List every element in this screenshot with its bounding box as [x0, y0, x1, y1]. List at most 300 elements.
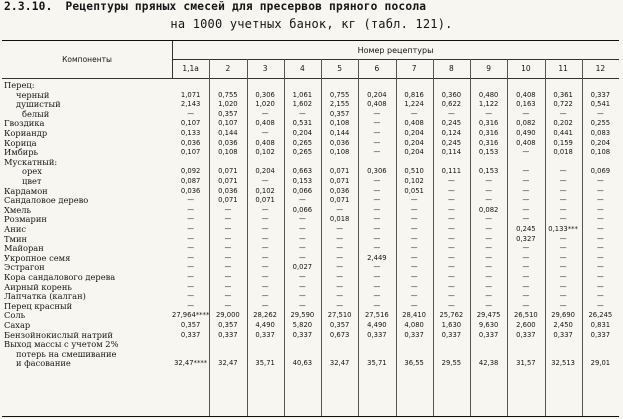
value-cell: —: [261, 225, 269, 233]
value-cell: —: [373, 148, 381, 157]
value-cell: 29,475: [476, 311, 501, 320]
value-cell: —: [596, 186, 604, 195]
value-cell: —: [187, 205, 195, 214]
value-cell: —: [485, 244, 493, 253]
value-cell: 0,082: [516, 119, 536, 128]
table-row: [2, 91, 619, 101]
value-cell: —: [559, 273, 567, 281]
value-cell: —: [559, 253, 567, 262]
value-cell: 0,408: [367, 100, 387, 109]
value-cell: 0,360: [441, 90, 462, 99]
value-cell: —: [261, 177, 269, 185]
component-name: душистый: [16, 99, 61, 110]
value-cell: —: [224, 263, 232, 272]
value-cell: —: [373, 109, 381, 118]
value-cell: 0,480: [478, 90, 499, 99]
table-row: [2, 311, 619, 321]
value-cell: 0,087: [180, 177, 201, 185]
value-cell: —: [522, 273, 530, 281]
value-cell: —: [336, 234, 344, 243]
value-cell: 0,153: [478, 167, 499, 176]
table-row: [2, 350, 619, 360]
table-row: [2, 81, 619, 91]
column-header: 6: [358, 59, 395, 79]
value-cell: 0,071: [329, 177, 350, 185]
value-cell: 0,124: [441, 129, 462, 137]
value-cell: 1,020: [218, 100, 238, 109]
value-cell: 2,449: [367, 253, 387, 262]
value-cell: 0,337: [590, 330, 611, 339]
value-cell: —: [410, 205, 418, 214]
value-cell: —: [522, 205, 530, 214]
value-cell: 0,408: [255, 119, 275, 128]
value-cell: 0,337: [478, 330, 499, 339]
value-cell: —: [373, 301, 381, 310]
value-cell: 0,071: [255, 196, 275, 205]
value-cell: —: [447, 282, 455, 291]
value-cell: 0,316: [478, 138, 499, 147]
value-cell: —: [336, 301, 344, 310]
value-cell: 0,204: [255, 167, 275, 176]
value-cell: 29,01: [590, 359, 611, 368]
value-cell: 0,337: [218, 330, 238, 339]
table-row: [2, 283, 619, 293]
value-cell: 0,337: [255, 330, 275, 339]
value-cell: —: [336, 225, 344, 233]
table-row: [2, 196, 619, 206]
value-cell: 0,108: [590, 148, 611, 157]
recipe-number-header: Номер рецептуры: [172, 41, 619, 60]
column-header: 4: [284, 59, 321, 79]
value-cell: 0,027: [292, 263, 313, 272]
component-name: Корица: [4, 137, 37, 148]
component-name: Сандаловое дерево: [4, 195, 89, 206]
value-cell: —: [224, 292, 232, 301]
table-row: [2, 215, 619, 225]
value-cell: —: [261, 215, 269, 224]
value-cell: —: [522, 244, 530, 253]
value-cell: 0,541: [590, 100, 611, 109]
value-cell: —: [298, 215, 306, 224]
value-cell: 0,327: [516, 234, 536, 243]
value-cell: —: [485, 186, 493, 195]
value-cell: 0,441: [553, 129, 573, 137]
value-cell: 0,159: [553, 138, 573, 147]
value-cell: —: [522, 301, 530, 310]
value-cell: —: [559, 196, 567, 205]
value-cell: 29,55: [441, 359, 462, 368]
value-cell: —: [336, 273, 344, 281]
table-row: [2, 177, 619, 187]
value-cell: 1,224: [404, 100, 424, 109]
value-cell: —: [596, 234, 604, 243]
value-cell: 0,102: [404, 177, 424, 185]
value-cell: —: [187, 282, 195, 291]
value-cell: 42,38: [478, 359, 499, 368]
column-header: 3: [247, 59, 284, 79]
component-name: Соль: [4, 310, 26, 321]
value-cell: 0,163: [516, 100, 536, 109]
value-cell: —: [522, 186, 530, 195]
column-header: 9: [470, 59, 507, 79]
value-cell: —: [261, 273, 269, 281]
value-cell: 0,510: [404, 167, 424, 176]
value-cell: 0,036: [180, 186, 201, 195]
value-cell: —: [522, 167, 530, 176]
value-cell: 0,490: [516, 129, 536, 137]
value-cell: 4,080: [404, 321, 424, 329]
value-cell: —: [261, 292, 269, 301]
value-cell: —: [261, 205, 269, 214]
value-cell: —: [261, 109, 269, 118]
value-cell: —: [596, 215, 604, 224]
value-cell: 0,102: [255, 186, 275, 195]
value-cell: —: [522, 253, 530, 262]
value-cell: 0,337: [553, 330, 573, 339]
value-cell: —: [447, 263, 455, 272]
value-cell: 0,071: [329, 196, 350, 205]
value-cell: —: [596, 109, 604, 118]
value-cell: —: [298, 196, 306, 205]
recipe-table: [2, 40, 619, 417]
component-name: белый: [22, 108, 50, 119]
value-cell: —: [298, 109, 306, 118]
value-cell: 0,755: [218, 90, 238, 99]
value-cell: —: [410, 225, 418, 233]
value-cell: —: [187, 215, 195, 224]
value-cell: —: [261, 263, 269, 272]
value-cell: —: [559, 177, 567, 185]
value-cell: 1,020: [255, 100, 275, 109]
value-cell: —: [447, 109, 455, 118]
value-cell: —: [373, 129, 381, 137]
value-cell: —: [224, 244, 232, 253]
value-cell: —: [298, 234, 306, 243]
value-cell: 0,133***: [548, 225, 578, 233]
table-row: [2, 158, 619, 168]
table-row: [2, 148, 619, 158]
value-cell: 0,337: [516, 330, 536, 339]
value-cell: 0,018: [329, 215, 350, 224]
caption-title: Рецептуры пряных смесей для пресервов пряного посола: [65, 0, 427, 13]
value-cell: —: [298, 253, 306, 262]
value-cell: —: [187, 253, 195, 262]
component-name: Перец:: [4, 80, 35, 90]
value-cell: —: [559, 263, 567, 272]
value-cell: —: [336, 292, 344, 301]
value-cell: —: [596, 177, 604, 185]
value-cell: 0,831: [590, 321, 611, 329]
value-cell: 40,63: [292, 359, 313, 368]
value-cell: —: [224, 301, 232, 310]
value-cell: —: [224, 273, 232, 281]
value-cell: 0,071: [218, 177, 238, 185]
value-cell: 0,144: [218, 129, 238, 137]
component-name: Сахар: [4, 320, 31, 330]
value-cell: —: [336, 263, 344, 272]
value-cell: 0,108: [329, 148, 350, 157]
value-cell: —: [447, 186, 455, 195]
value-cell: 5,820: [292, 321, 313, 329]
component-name: Гвоздика: [4, 118, 45, 129]
value-cell: 0,204: [404, 138, 424, 147]
value-cell: —: [373, 186, 381, 195]
value-cell: 2,600: [516, 321, 536, 329]
value-cell: —: [261, 253, 269, 262]
value-cell: —: [596, 273, 604, 281]
value-cell: —: [410, 273, 418, 281]
component-name: Анис: [4, 224, 26, 234]
component-name: и фасование: [16, 358, 71, 369]
column-header: 1,1а: [172, 59, 209, 79]
column-header: 7: [396, 59, 433, 79]
value-cell: —: [373, 205, 381, 214]
component-name: черный: [16, 89, 50, 100]
table-row: [2, 302, 619, 312]
value-cell: 29,590: [290, 311, 315, 320]
component-name: Кардамон: [4, 185, 48, 196]
value-cell: 0,107: [180, 119, 201, 128]
value-cell: —: [559, 205, 567, 214]
value-cell: —: [485, 282, 493, 291]
caption-line-2: на 1000 учетных банок, кг (табл. 121).: [170, 17, 453, 31]
value-cell: 0,408: [516, 90, 536, 99]
value-cell: 0,663: [292, 167, 313, 176]
value-cell: 0,531: [292, 119, 313, 128]
value-cell: —: [485, 301, 493, 310]
value-cell: 0,357: [180, 321, 201, 329]
component-name: Эстрагон: [4, 262, 45, 273]
value-cell: 0,337: [367, 330, 387, 339]
value-cell: —: [559, 282, 567, 291]
value-cell: 32,47: [329, 359, 350, 368]
value-cell: —: [187, 273, 195, 281]
value-cell: —: [373, 215, 381, 224]
value-cell: 36,55: [404, 359, 424, 368]
value-cell: 0,755: [329, 90, 350, 99]
value-cell: —: [559, 215, 567, 224]
value-cell: —: [373, 244, 381, 253]
value-cell: —: [410, 196, 418, 205]
value-cell: 0,036: [180, 138, 201, 147]
table-row: [2, 225, 619, 235]
value-cell: —: [596, 263, 604, 272]
value-cell: —: [522, 109, 530, 118]
value-cell: 0,204: [404, 148, 424, 157]
column-header: 8: [433, 59, 470, 79]
value-cell: 28,262: [253, 311, 278, 320]
section-number: 2.3.10.: [4, 0, 53, 13]
value-cell: —: [485, 225, 493, 233]
value-cell: —: [522, 177, 530, 185]
value-cell: 32,513: [551, 359, 576, 368]
value-cell: 0,107: [180, 148, 201, 157]
value-cell: 0,071: [218, 167, 238, 176]
value-cell: 0,361: [553, 90, 573, 99]
value-cell: —: [596, 253, 604, 262]
value-cell: 29,690: [551, 311, 576, 320]
value-cell: 0,673: [329, 330, 350, 339]
component-name: Бензойнокислый натрий: [4, 329, 113, 340]
value-cell: —: [596, 205, 604, 214]
value-cell: 0,108: [329, 119, 350, 128]
value-cell: 0,092: [180, 167, 201, 176]
value-cell: —: [336, 205, 344, 214]
value-cell: —: [261, 129, 269, 137]
value-cell: —: [522, 263, 530, 272]
table-row: [2, 187, 619, 197]
value-cell: 1,122: [478, 100, 499, 109]
value-cell: —: [447, 292, 455, 301]
value-cell: —: [485, 273, 493, 281]
value-cell: —: [559, 186, 567, 195]
value-cell: 0,204: [590, 138, 611, 147]
component-name: Кора сандалового дерева: [4, 272, 116, 282]
component-name: Аирный корень: [4, 281, 72, 292]
value-cell: 0,036: [218, 138, 238, 147]
value-cell: —: [298, 273, 306, 281]
value-cell: —: [410, 244, 418, 253]
value-cell: 0,306: [367, 167, 387, 176]
component-name: Кориандр: [4, 128, 48, 138]
value-cell: 0,265: [292, 138, 313, 147]
value-cell: 0,107: [218, 119, 238, 128]
value-cell: —: [261, 244, 269, 253]
value-cell: —: [596, 282, 604, 291]
value-cell: —: [410, 282, 418, 291]
value-cell: 0,357: [329, 109, 350, 118]
value-cell: —: [410, 109, 418, 118]
table-row: [2, 235, 619, 245]
table-row: [2, 254, 619, 264]
value-cell: —: [373, 282, 381, 291]
caption-line-1: [4, 0, 620, 13]
value-cell: 0,204: [404, 129, 424, 137]
value-cell: 0,082: [478, 205, 499, 214]
component-name: Мускатный:: [4, 156, 58, 167]
value-cell: 0,357: [218, 321, 238, 329]
value-cell: —: [224, 225, 232, 233]
column-header: 5: [321, 59, 358, 79]
value-cell: —: [187, 225, 195, 233]
value-cell: 0,051: [404, 186, 424, 195]
table-row: [2, 292, 619, 302]
value-cell: 0,036: [218, 186, 238, 195]
value-cell: 0,114: [441, 148, 462, 157]
value-cell: —: [447, 234, 455, 243]
value-cell: 0,036: [329, 138, 350, 147]
value-cell: 0,245: [516, 225, 536, 233]
value-cell: —: [298, 301, 306, 310]
value-cell: 0,245: [441, 138, 462, 147]
value-cell: 0,255: [590, 119, 611, 128]
value-cell: 0,316: [478, 119, 499, 128]
component-name: Перец красный: [4, 300, 73, 311]
value-cell: 0,018: [553, 148, 573, 157]
component-name: Хмель: [4, 204, 32, 215]
table-row: [2, 167, 619, 177]
table-row: [2, 206, 619, 216]
value-cell: 0,408: [516, 138, 536, 147]
value-cell: —: [447, 253, 455, 262]
value-cell: 0,083: [590, 129, 611, 137]
value-cell: —: [485, 292, 493, 301]
value-cell: —: [485, 234, 493, 243]
value-cell: —: [447, 273, 455, 281]
value-cell: —: [410, 234, 418, 243]
column-header: 12: [582, 59, 619, 79]
value-cell: 0,337: [404, 330, 424, 339]
value-cell: —: [485, 196, 493, 205]
value-cell: —: [559, 167, 567, 176]
component-name: орех: [22, 166, 42, 177]
value-cell: 0,153: [292, 177, 313, 185]
component-name: Майоран: [4, 243, 44, 254]
value-cell: 35,71: [255, 359, 275, 368]
column-header: 10: [507, 59, 544, 79]
component-name: Выход массы с учетом 2%: [4, 339, 119, 350]
value-cell: 27,516: [364, 311, 389, 320]
value-cell: —: [447, 225, 455, 233]
value-cell: 35,71: [367, 359, 387, 368]
value-cell: —: [485, 253, 493, 262]
value-cell: 0,071: [218, 196, 238, 205]
value-cell: —: [410, 301, 418, 310]
table-row: [2, 129, 619, 139]
value-cell: —: [336, 244, 344, 253]
value-cell: —: [596, 196, 604, 205]
value-cell: 0,316: [478, 129, 499, 137]
value-cell: —: [261, 234, 269, 243]
value-cell: —: [559, 292, 567, 301]
value-cell: —: [224, 215, 232, 224]
value-cell: —: [596, 244, 604, 253]
value-cell: —: [187, 244, 195, 253]
value-cell: —: [373, 292, 381, 301]
value-cell: 0,265: [292, 148, 313, 157]
value-cell: —: [447, 177, 455, 185]
value-cell: —: [187, 109, 195, 118]
value-cell: 32,47: [218, 359, 238, 368]
value-cell: —: [373, 196, 381, 205]
component-name: Тмин: [4, 233, 28, 244]
value-cell: 26,510: [513, 311, 538, 320]
value-cell: —: [298, 244, 306, 253]
value-cell: —: [410, 263, 418, 272]
value-cell: —: [298, 282, 306, 291]
value-cell: —: [522, 292, 530, 301]
value-cell: —: [559, 244, 567, 253]
value-cell: 32,47****: [174, 359, 208, 368]
value-cell: 0,202: [553, 119, 573, 128]
value-cell: —: [596, 301, 604, 310]
value-cell: —: [224, 253, 232, 262]
value-cell: —: [559, 301, 567, 310]
value-cell: 0,245: [441, 119, 462, 128]
component-name: Лапчатка (калган): [4, 291, 86, 302]
value-cell: 2,155: [329, 100, 350, 109]
value-cell: —: [373, 138, 381, 147]
value-cell: —: [522, 282, 530, 291]
value-cell: 1,071: [180, 90, 201, 99]
value-cell: —: [485, 215, 493, 224]
value-cell: 1,061: [292, 90, 313, 99]
value-cell: —: [410, 292, 418, 301]
component-name: цвет: [22, 176, 42, 186]
component-name: потерь на смешивание: [16, 348, 117, 359]
value-cell: 0,111: [441, 167, 462, 176]
value-cell: —: [596, 225, 604, 233]
